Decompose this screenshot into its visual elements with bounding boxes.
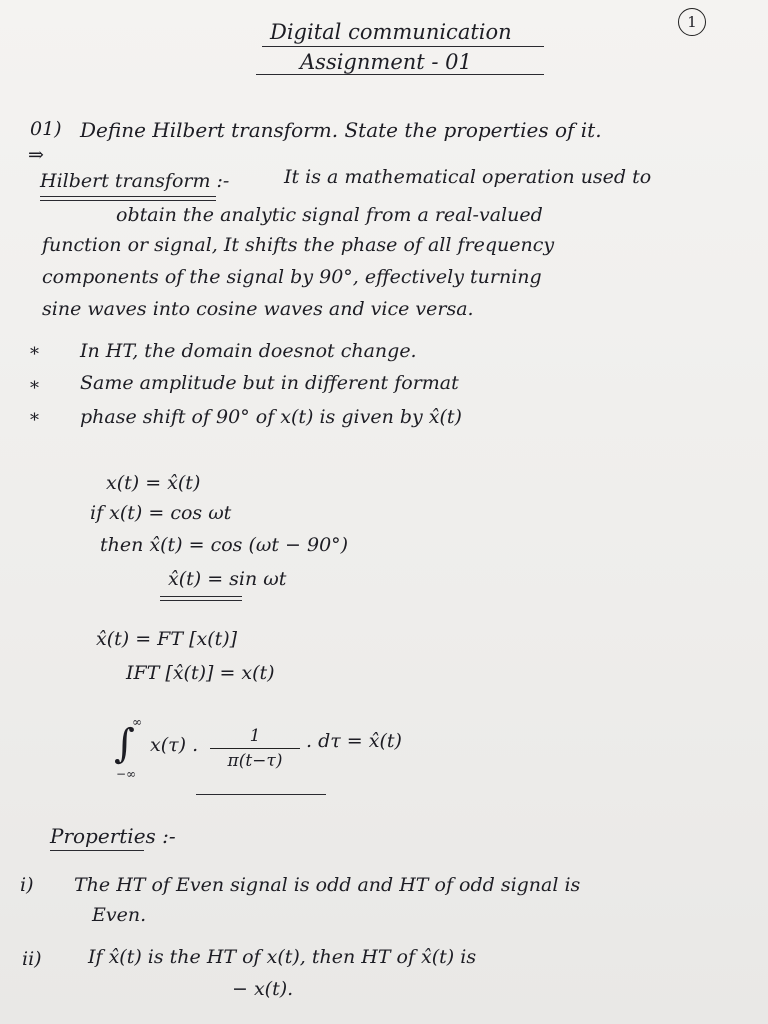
term-underline bbox=[40, 196, 216, 197]
fraction bbox=[210, 726, 300, 771]
page-title: Digital communication bbox=[270, 20, 512, 44]
subtitle-underline bbox=[256, 74, 544, 75]
property-1-line-2: Even. bbox=[92, 904, 147, 926]
property-number-1: i) bbox=[20, 874, 34, 896]
integral-underline bbox=[196, 794, 326, 795]
fraction-numerator: 1 bbox=[249, 726, 261, 746]
equation-6: IFT [x̂(t)] = x(t) bbox=[126, 662, 275, 684]
property-number-2: ii) bbox=[22, 948, 42, 970]
equation-underline bbox=[160, 596, 242, 597]
fraction-denominator: π(t−τ) bbox=[227, 751, 283, 771]
answer-arrow: ⇒ bbox=[28, 144, 44, 166]
bullet-item-2: Same amplitude but in different format bbox=[80, 372, 459, 394]
definition-line-3: function or signal, It shifts the phase of all frequency bbox=[42, 234, 555, 256]
definition-line-4: components of the signal by 90°, effectively turning bbox=[42, 266, 542, 288]
question-number: 01) bbox=[30, 118, 62, 140]
definition-term: Hilbert transform :- bbox=[40, 170, 230, 192]
integral-sign: ∫ bbox=[114, 721, 135, 767]
definition-line-1: It is a mathematical operation used to bbox=[284, 166, 652, 188]
title-underline bbox=[262, 46, 544, 47]
page-subtitle: Assignment - 01 bbox=[300, 50, 472, 74]
equation-5: x̂(t) = FT [x(t)] bbox=[96, 628, 238, 650]
question-text: Define Hilbert transform. State the properties of it. bbox=[80, 118, 602, 142]
equation-4: x̂(t) = sin ωt bbox=[168, 568, 287, 590]
definition-line-5: sine waves into cosine waves and vice versa. bbox=[42, 298, 474, 320]
properties-heading: Properties :- bbox=[50, 824, 176, 848]
bullet-star: * bbox=[30, 344, 39, 365]
integral-lower-limit: −∞ bbox=[116, 767, 137, 781]
equation-2: if x(t) = cos ωt bbox=[90, 502, 232, 524]
term-underline-2 bbox=[40, 200, 216, 201]
bullet-star: * bbox=[30, 378, 39, 399]
equation-1: x(t) = x̂(t) bbox=[106, 472, 201, 494]
page-number: 1 bbox=[678, 8, 706, 36]
property-2-line-1: If x̂(t) is the HT of x(t), then HT of x̂(t) is bbox=[88, 946, 477, 968]
bullet-item-1: In HT, the domain doesnot change. bbox=[80, 340, 417, 362]
properties-underline bbox=[50, 850, 144, 851]
integral-upper-limit: ∞ bbox=[132, 715, 142, 729]
fraction-bar bbox=[210, 748, 300, 749]
bullet-star: * bbox=[30, 410, 39, 431]
equation-underline-2 bbox=[160, 600, 242, 601]
property-1-line-1: The HT of Even signal is odd and HT of odd signal is bbox=[74, 874, 581, 896]
integral-tail: . dτ = x̂(t) bbox=[306, 730, 402, 752]
definition-line-2: obtain the analytic signal from a real-valued bbox=[116, 204, 543, 226]
integrand: x(τ) . bbox=[150, 734, 199, 756]
equation-3: then x̂(t) = cos (ωt − 90°) bbox=[100, 534, 349, 556]
bullet-item-3: phase shift of 90° of x(t) is given by x̂(t) bbox=[80, 406, 462, 428]
property-2-line-2: − x(t). bbox=[232, 978, 294, 1000]
